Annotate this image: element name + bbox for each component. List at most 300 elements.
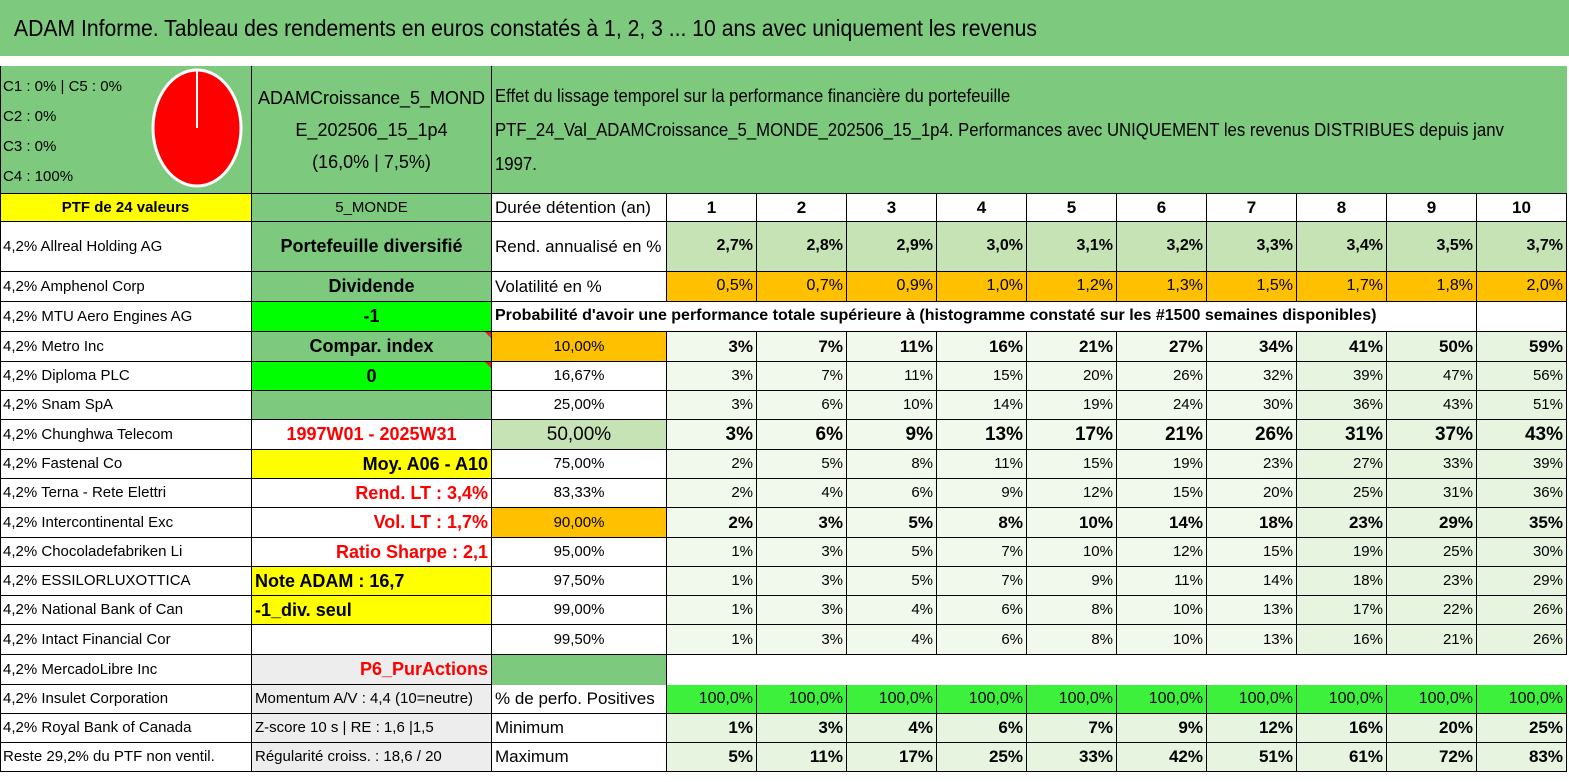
probability-value-text: 16%: [988, 336, 1023, 356]
minimum-label: [492, 714, 667, 743]
info-cell: [252, 420, 492, 450]
vol-value: [757, 272, 847, 302]
rend-value: [1117, 222, 1207, 272]
info-cell: [252, 362, 492, 391]
probability-value: [1387, 538, 1477, 567]
portfolio-count-text: PTF de 24 valeurs: [61, 198, 190, 216]
holding-row: [0, 479, 252, 508]
info-cell: [252, 332, 492, 362]
probability-value: [1387, 567, 1477, 596]
effect-line3: 1997.: [495, 153, 537, 174]
probability-threshold: [492, 420, 667, 450]
rend-value-text: 3,7%: [1526, 237, 1563, 255]
probability-value-text: 26%: [1532, 630, 1563, 648]
probability-value-text: 8%: [998, 512, 1023, 532]
minimum-value-text: 12%: [1258, 718, 1293, 738]
minimum-value-text: 1%: [728, 718, 753, 738]
probability-value: [1387, 596, 1477, 625]
year-header: [757, 194, 847, 222]
probability-value: [1297, 450, 1387, 479]
vol-value-text: 1,2%: [1076, 277, 1113, 295]
info-cell-text: Vol. LT : 1,7%: [373, 512, 488, 533]
vol-value-text: 0,7%: [806, 277, 843, 295]
probability-value: [1027, 391, 1117, 420]
probability-value: [1117, 625, 1207, 655]
probability-value: [667, 538, 757, 567]
portfolio-zone-text: 5_MONDE: [335, 198, 408, 216]
probability-value-text: 20%: [1082, 367, 1113, 385]
comment-marker-icon: [485, 332, 491, 338]
vol-value-text: 0,9%: [896, 277, 933, 295]
probability-value-text: 31%: [1442, 484, 1473, 502]
probability-value: [757, 567, 847, 596]
holding-row: [0, 272, 252, 302]
positive-label-text: % de perfo. Positives: [495, 689, 655, 709]
vol-value-text: 1,5%: [1256, 277, 1293, 295]
probability-value-text: 2%: [728, 512, 753, 532]
probability-value-text: 5%: [821, 455, 843, 473]
holding-row-text: 4,2% MTU Aero Engines AG: [3, 307, 193, 325]
maximum-value-text: 11%: [809, 747, 843, 767]
probability-value-text: 19%: [1352, 543, 1383, 561]
rend-value: [937, 222, 1027, 272]
info-cell-text: Momentum A/V : 4,4 (10=neutre): [255, 690, 474, 708]
rend-value: [1387, 222, 1477, 272]
year-header-text: 5: [1066, 197, 1077, 217]
probability-value-text: 7%: [1001, 572, 1023, 590]
info-cell: [252, 538, 492, 567]
vol-value-text: 2,0%: [1526, 277, 1563, 295]
vol-value-text: 1,8%: [1436, 277, 1473, 295]
probability-threshold-text: 95,00%: [553, 543, 605, 561]
probability-value-text: 11%: [994, 455, 1023, 473]
probability-value-text: 50%: [1438, 336, 1473, 356]
probability-value-text: 18%: [1352, 572, 1383, 590]
probability-value: [1297, 479, 1387, 508]
probability-value-text: 3%: [731, 367, 753, 385]
probability-value: [847, 625, 937, 655]
probability-threshold-text: 75,00%: [553, 455, 605, 473]
year-header: [1027, 194, 1117, 222]
portfolio-name-line3: (16,0% | 7,5%): [312, 151, 431, 172]
spacer-green: [492, 655, 667, 685]
probability-value: [1117, 508, 1207, 538]
positive-value: [667, 685, 757, 714]
probability-value-text: 15%: [1262, 543, 1293, 561]
probability-value: [1207, 596, 1297, 625]
probability-value-text: 5%: [908, 512, 933, 532]
probability-value: [937, 538, 1027, 567]
probability-value: [1387, 625, 1477, 655]
info-cell-text: Z-score 10 s | RE : 1,6 |1,5: [255, 719, 434, 737]
probability-value-text: 25%: [1352, 484, 1383, 502]
probability-threshold-text: 97,50%: [553, 572, 605, 590]
probability-value-text: 31%: [1344, 423, 1383, 445]
probability-value-text: 6%: [911, 484, 933, 502]
probability-value-text: 33%: [1442, 455, 1473, 473]
probability-value: [1297, 391, 1387, 420]
maximum-value: [1387, 743, 1477, 772]
probability-value: [1477, 508, 1567, 538]
probability-value: [1117, 538, 1207, 567]
vol-value-text: 1,0%: [986, 277, 1023, 295]
probability-value: [847, 332, 937, 362]
vol-label: [492, 272, 667, 302]
positive-value: [937, 685, 1027, 714]
probability-value: [937, 625, 1027, 655]
probability-value: [757, 508, 847, 538]
probability-value: [1477, 479, 1567, 508]
probability-value: [1207, 508, 1297, 538]
rend-value-text: 2,8%: [806, 237, 843, 255]
minimum-value: [667, 714, 757, 743]
info-cell: [252, 222, 492, 272]
probability-value-text: 39%: [1532, 455, 1563, 473]
probability-threshold: [492, 508, 667, 538]
probability-value-text: 11%: [904, 367, 933, 385]
vol-value: [1387, 272, 1477, 302]
probability-value-text: 16%: [1352, 630, 1383, 648]
probability-value-text: 6%: [1001, 630, 1023, 648]
probability-value-text: 3%: [821, 601, 843, 619]
holding-row-text: 4,2% Terna - Rete Elettri: [3, 484, 167, 502]
probability-value: [847, 420, 937, 450]
rend-value: [667, 222, 757, 272]
probability-value: [667, 508, 757, 538]
probability-value-text: 51%: [1532, 396, 1563, 414]
maximum-value: [1207, 743, 1297, 772]
minimum-value-text: 16%: [1348, 718, 1383, 738]
positive-value-text: 100,0%: [1418, 689, 1473, 707]
positive-label: [492, 685, 667, 714]
probability-value-text: 23%: [1262, 455, 1293, 473]
vol-value-text: 1,3%: [1166, 277, 1203, 295]
probability-value-text: 29%: [1438, 512, 1473, 532]
probability-value-text: 17%: [1074, 423, 1113, 445]
maximum-value: [1297, 743, 1387, 772]
probability-threshold: [492, 391, 667, 420]
probability-value-text: 20%: [1262, 484, 1293, 502]
probability-value: [1477, 332, 1567, 362]
probability-value-text: 24%: [1172, 396, 1203, 414]
probability-threshold-text: 25,00%: [553, 396, 605, 414]
probability-value: [757, 479, 847, 508]
vol-value: [1117, 272, 1207, 302]
probability-value-text: 32%: [1262, 367, 1293, 385]
probability-threshold: [492, 538, 667, 567]
rend-value: [847, 222, 937, 272]
probability-value-text: 2%: [731, 484, 753, 502]
probability-value-text: 3%: [821, 543, 843, 561]
holding-row-text: 4,2% Fastenal Co: [3, 455, 123, 473]
probability-value-text: 8%: [1091, 601, 1113, 619]
probability-value-text: 3%: [821, 572, 843, 590]
probability-value: [667, 596, 757, 625]
effect-line1: Effet du lissage temporel sur la performance financière du portefeuille: [495, 85, 1011, 106]
holding-row: [0, 714, 252, 743]
positive-value-text: 100,0%: [788, 689, 843, 707]
info-cell-text: Note ADAM : 16,7: [255, 570, 405, 591]
positive-value: [1387, 685, 1477, 714]
positive-value: [1477, 685, 1567, 714]
report-title-bar: [0, 0, 1569, 60]
positive-value-text: 100,0%: [968, 689, 1023, 707]
probability-value-text: 26%: [1254, 423, 1293, 445]
probability-value-text: 36%: [1352, 396, 1383, 414]
positive-value-text: 100,0%: [1238, 689, 1293, 707]
maximum-value: [937, 743, 1027, 772]
minimum-value-text: 9%: [1178, 718, 1203, 738]
probability-threshold: [492, 479, 667, 508]
probability-value: [757, 450, 847, 479]
rend-value-text: 3,3%: [1256, 237, 1293, 255]
minimum-value-text: 7%: [1088, 718, 1113, 738]
probability-value-text: 39%: [1352, 367, 1383, 385]
info-cell-text: Compar. index: [309, 336, 434, 357]
holding-row: [0, 391, 252, 420]
probability-value: [937, 567, 1027, 596]
info-cell: [252, 508, 492, 538]
probability-threshold: [492, 450, 667, 479]
info-cell: [252, 479, 492, 508]
maximum-value: [667, 743, 757, 772]
probability-value: [1117, 332, 1207, 362]
probability-value: [1207, 332, 1297, 362]
probability-value: [1117, 596, 1207, 625]
probability-value: [847, 479, 937, 508]
minimum-value: [1387, 714, 1477, 743]
probability-value-text: 9%: [1091, 572, 1113, 590]
probability-value: [1297, 420, 1387, 450]
maximum-value-text: 17%: [898, 747, 933, 767]
year-header: [1387, 194, 1477, 222]
probability-value: [1207, 391, 1297, 420]
probability-value-text: 5%: [911, 572, 933, 590]
probability-value-text: 26%: [1172, 367, 1203, 385]
probability-value-text: 47%: [1442, 367, 1473, 385]
minimum-value: [937, 714, 1027, 743]
probability-value-text: 13%: [1262, 601, 1293, 619]
asset-class-item: C3 : 0%: [3, 138, 57, 155]
probability-value-text: 37%: [1434, 423, 1473, 445]
probability-value: [937, 332, 1027, 362]
probability-value: [937, 391, 1027, 420]
asset-class-item: C1 : 0% | C5 : 0%: [3, 78, 122, 95]
probability-value: [1207, 625, 1297, 655]
holding-row: [0, 685, 252, 714]
holding-row-text: 4,2% Amphenol Corp: [3, 277, 145, 295]
probability-value-text: 12%: [1172, 543, 1203, 561]
year-header-text: 7: [1246, 197, 1257, 217]
probability-value-text: 2%: [731, 455, 753, 473]
probability-value-text: 23%: [1442, 572, 1473, 590]
probability-value-text: 21%: [1164, 423, 1203, 445]
probability-threshold-text: 90,00%: [553, 513, 605, 531]
probability-threshold: [492, 567, 667, 596]
year-header: [1477, 194, 1567, 222]
maximum-value-text: 25%: [988, 747, 1023, 767]
asset-class-item: C4 : 100%: [3, 168, 74, 185]
probability-value-text: 17%: [1352, 601, 1383, 619]
probability-value: [757, 420, 847, 450]
probability-value-text: 13%: [984, 423, 1023, 445]
probability-value: [667, 450, 757, 479]
probability-value: [1207, 420, 1297, 450]
probability-value: [1477, 596, 1567, 625]
probability-value: [667, 567, 757, 596]
probability-value: [1477, 538, 1567, 567]
probability-value-text: 30%: [1532, 543, 1563, 561]
info-cell: [252, 714, 492, 743]
year-header-text: 2: [796, 197, 807, 217]
holding-row-text: 4,2% Chocoladefabriken Li: [3, 543, 183, 561]
positive-value: [847, 685, 937, 714]
minimum-value: [847, 714, 937, 743]
probability-value: [1297, 625, 1387, 655]
rend-value: [1027, 222, 1117, 272]
holding-row-text: 4,2% National Bank of Can: [3, 601, 184, 619]
probability-value: [937, 508, 1027, 538]
probability-value: [1477, 362, 1567, 391]
maximum-value: [757, 743, 847, 772]
probability-value: [1027, 332, 1117, 362]
probability-threshold: [492, 362, 667, 391]
probability-value: [1297, 567, 1387, 596]
holding-row-text: 4,2% Allreal Holding AG: [3, 237, 163, 255]
rend-value: [1207, 222, 1297, 272]
info-cell-text: Rend. LT : 3,4%: [355, 482, 488, 503]
probability-value: [937, 420, 1027, 450]
year-header: [1117, 194, 1207, 222]
probability-value-text: 27%: [1352, 455, 1383, 473]
maximum-value-text: 72%: [1438, 747, 1473, 767]
probability-value-text: 6%: [1001, 601, 1023, 619]
positive-value-text: 100,0%: [698, 689, 753, 707]
vol-value: [1297, 272, 1387, 302]
probability-value-text: 10%: [1078, 512, 1113, 532]
probability-title-blank: [1477, 302, 1567, 332]
info-cell-text: Ratio Sharpe : 2,1: [335, 541, 488, 562]
probability-value-text: 43%: [1524, 423, 1563, 445]
probability-value: [1027, 567, 1117, 596]
probability-value: [1297, 508, 1387, 538]
probability-value: [1207, 479, 1297, 508]
sheet-left-border: [0, 66, 1, 772]
probability-threshold-text: 99,00%: [553, 601, 605, 619]
probability-value: [1387, 450, 1477, 479]
rend-value-text: 2,7%: [716, 237, 753, 255]
probability-value: [1117, 567, 1207, 596]
holding-row: [0, 538, 252, 567]
probability-value: [847, 362, 937, 391]
rend-value-text: 3,1%: [1076, 237, 1113, 255]
vol-value-text: 1,7%: [1346, 277, 1383, 295]
maximum-value-text: 33%: [1078, 747, 1113, 767]
holding-row: [0, 743, 252, 772]
probability-value: [1477, 391, 1567, 420]
holding-row: [0, 625, 252, 655]
probability-value: [1027, 479, 1117, 508]
holding-row: [0, 222, 252, 272]
probability-threshold-text: 50,00%: [546, 423, 612, 445]
probability-value: [1027, 596, 1117, 625]
info-cell: [252, 567, 492, 596]
maximum-value: [1477, 743, 1567, 772]
probability-value-text: 14%: [992, 396, 1023, 414]
probability-value: [1477, 450, 1567, 479]
probability-value: [1027, 420, 1117, 450]
probability-value-text: 56%: [1532, 367, 1563, 385]
year-header: [1297, 194, 1387, 222]
portfolio-count: [0, 194, 252, 222]
info-cell-text: -1_div. seul: [255, 599, 352, 620]
probability-title: [492, 302, 1477, 332]
info-cell-text: Dividende: [328, 276, 415, 297]
probability-value-text: 1%: [731, 543, 753, 561]
holding-row-text: 4,2% MercadoLibre Inc: [3, 660, 158, 678]
probability-value-text: 25%: [1442, 543, 1473, 561]
probability-value-text: 15%: [992, 367, 1023, 385]
vol-value: [847, 272, 937, 302]
holding-row-text: 4,2% ESSILORLUXOTTICA: [3, 572, 191, 590]
portfolio-name-line2: E_202506_15_1p4: [295, 119, 448, 140]
probability-threshold-text: 83,33%: [553, 484, 605, 502]
minimum-value-text: 20%: [1438, 718, 1473, 738]
rend-value: [757, 222, 847, 272]
asset-class-box: [0, 66, 252, 194]
probability-value: [1117, 362, 1207, 391]
probability-value-text: 6%: [815, 423, 843, 445]
maximum-value-text: 51%: [1258, 747, 1293, 767]
positive-value: [1207, 685, 1297, 714]
rend-value-text: 3,5%: [1436, 237, 1473, 255]
holding-row: [0, 420, 252, 450]
holding-row-text: Reste 29,2% du PTF non ventil.: [3, 748, 215, 766]
minimum-value-text: 6%: [998, 718, 1023, 738]
info-cell: [252, 302, 492, 332]
positive-value: [757, 685, 847, 714]
portfolio-name-line1: ADAMCroissance_5_MOND: [257, 87, 486, 108]
maximum-value-text: 42%: [1168, 747, 1203, 767]
probability-value: [1387, 362, 1477, 391]
probability-value-text: 21%: [1078, 336, 1113, 356]
probability-value: [1477, 420, 1567, 450]
vol-value: [1207, 272, 1297, 302]
probability-value: [847, 596, 937, 625]
holding-row-text: 4,2% Snam SpA: [3, 396, 114, 414]
year-header: [1207, 194, 1297, 222]
maximum-value-text: 5%: [728, 747, 753, 767]
year-header-text: 4: [976, 197, 987, 217]
minimum-value-text: 3%: [818, 718, 843, 738]
minimum-value-text: 4%: [908, 718, 933, 738]
probability-value: [1027, 450, 1117, 479]
minimum-value: [1297, 714, 1387, 743]
probability-value-text: 11%: [899, 336, 933, 356]
holding-row: [0, 450, 252, 479]
probability-value-text: 6%: [821, 396, 843, 414]
probability-value: [847, 508, 937, 538]
portfolio-name-box: [252, 66, 492, 194]
probability-value-text: 1%: [731, 630, 753, 648]
probability-value: [1117, 479, 1207, 508]
holding-row: [0, 302, 252, 332]
probability-value-text: 19%: [1172, 455, 1203, 473]
comment-marker-icon: [485, 362, 491, 368]
probability-value-text: 26%: [1532, 601, 1563, 619]
rend-value-text: 3,2%: [1166, 237, 1203, 255]
probability-value-text: 10%: [1172, 601, 1203, 619]
